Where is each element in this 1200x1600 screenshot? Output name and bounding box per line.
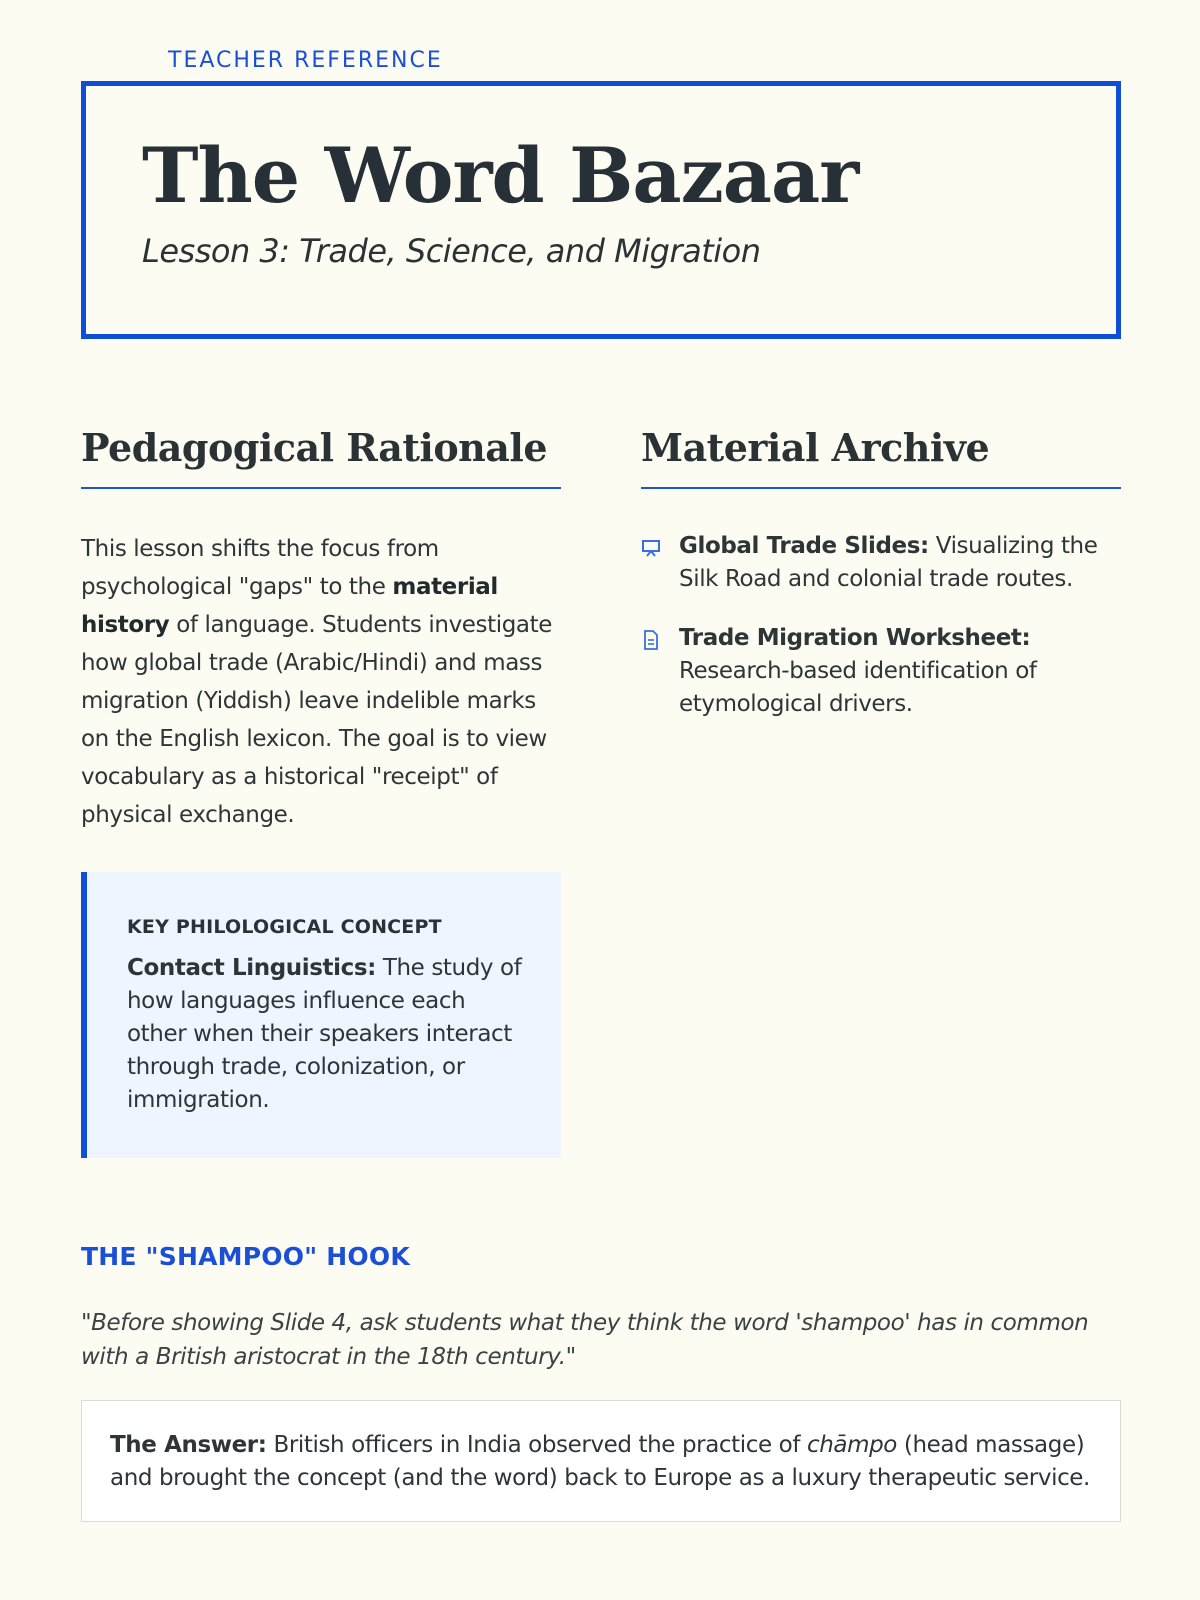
archive-item-text <box>679 530 1121 596</box>
hook-answer-box <box>81 1400 1121 1522</box>
answer-text-end: (head massage) and brought the concept (and the word) back to Europe as a luxury therapeutic service. <box>110 1432 1090 1491</box>
concept-term: Contact Linguistics: <box>127 955 376 981</box>
concept-text: The study of how languages influence each other when their speakers interact through trade, colonization, or immigration. <box>127 955 522 1113</box>
page-title: The Word Bazaar <box>142 131 859 220</box>
answer-term: chāmpo <box>806 1432 897 1458</box>
archive-item-slides[interactable] <box>641 530 1121 596</box>
archive-heading: Material Archive <box>641 425 1121 489</box>
rationale-emphasis: material history <box>81 574 498 638</box>
archive-item-text <box>679 622 1121 721</box>
rationale-text-start: This lesson shifts the focus from psychological "gaps" to the <box>81 536 439 600</box>
answer-text-start: British officers in India observed the practice of <box>266 1432 807 1458</box>
presentation-icon <box>641 530 679 558</box>
concept-definition <box>127 952 531 1117</box>
eyebrow-label: TEACHER REFERENCE <box>168 48 443 73</box>
key-concept-callout <box>81 872 561 1158</box>
archive-item-title: Trade Migration Worksheet: <box>679 625 1031 651</box>
rationale-paragraph <box>81 530 561 834</box>
archive-item-title: Global Trade Slides: <box>679 533 929 559</box>
archive-item-worksheet[interactable] <box>641 622 1121 721</box>
material-archive-list <box>641 530 1121 721</box>
hook-title: THE "SHAMPOO" HOOK <box>81 1242 410 1271</box>
rationale-heading: Pedagogical Rationale <box>81 425 561 489</box>
hook-prompt-quote: "Before showing Slide 4, ask students what they think the word 'shampoo' has in common with a British aristocrat in the 18th century." <box>81 1310 1089 1370</box>
document-icon <box>641 622 679 650</box>
title-box <box>81 81 1121 339</box>
concept-label: KEY PHILOLOGICAL CONCEPT <box>127 916 442 938</box>
archive-item-description: Visualizing the Silk Road and colonial trade routes. <box>679 533 1098 592</box>
page-subtitle: Lesson 3: Trade, Science, and Migration <box>142 232 761 270</box>
answer-label: The Answer: <box>110 1432 267 1458</box>
archive-item-description: Research-based identification of etymological drivers. <box>679 658 1037 717</box>
rationale-text-end: of language. Students investigate how global trade (Arabic/Hindi) and mass migration (Yiddish) leave indelible marks on the English lexicon. The goal is to view vocabulary as a historical "receipt" of physical exchange. <box>81 612 552 828</box>
